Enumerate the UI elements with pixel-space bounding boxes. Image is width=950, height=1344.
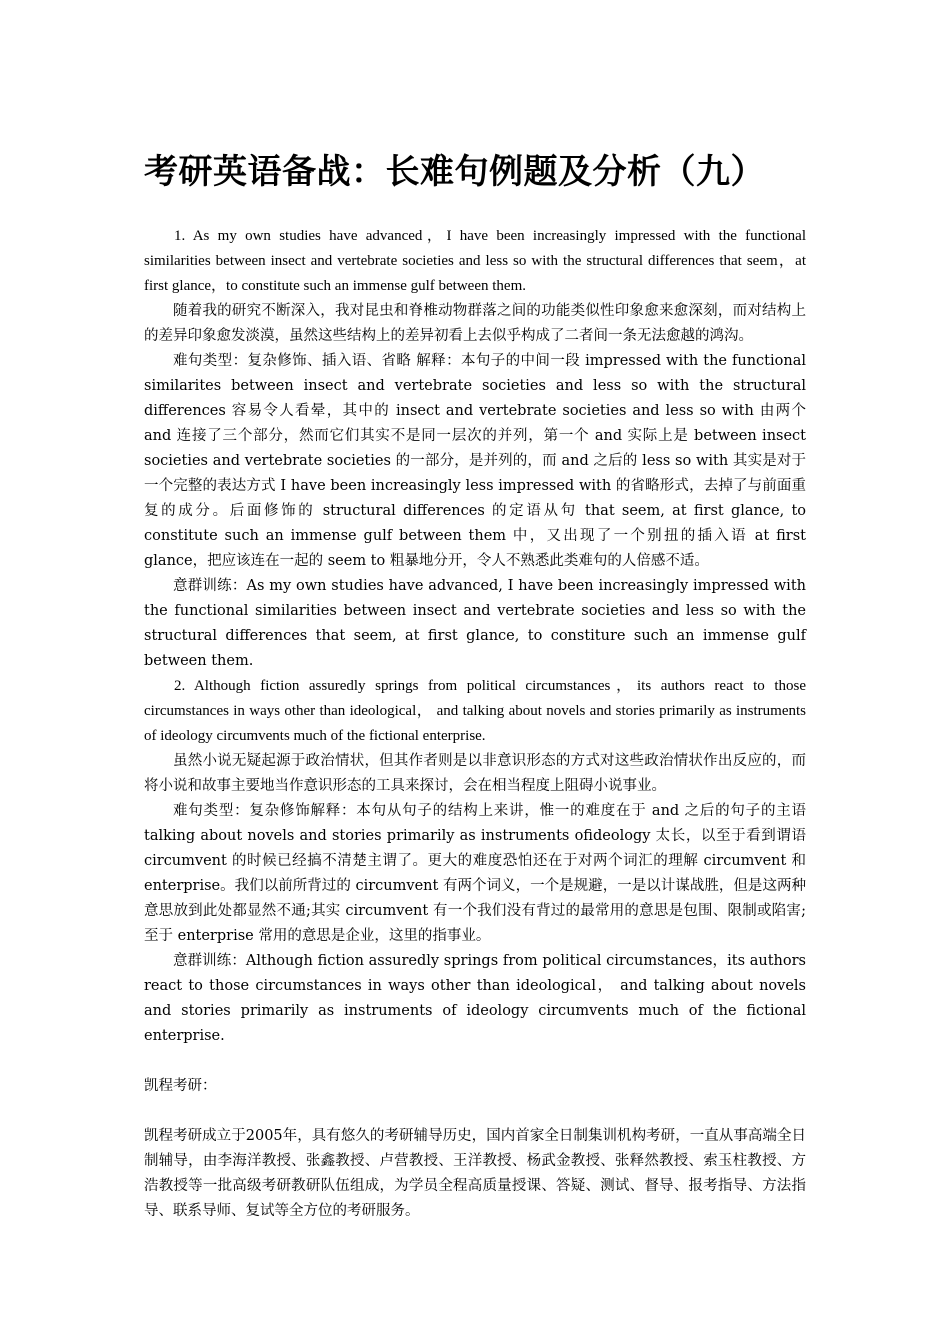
question-2-english: 2. Although fiction assuredly springs from political circumstances，its authors react to those circumstances in ways other than ideological， and talking about novels and stories primarily as instruments of ideology circumvents much of the fictional enterprise.: [144, 678, 806, 744]
question-1-english: 1. As my own studies have advanced，I have been increasingly impressed with the functional similarities between insect and vertebrate societies and less so with the structural differences that seem，at first glance，to constitute such an immense gulf between them.: [144, 228, 806, 294]
question-1-practice: 意群训练：As my own studies have advanced, I have been increasingly impressed with the functional similarities between insect and vertebrate societies and less so with the structural differences that seem, at first glance, to constiture such an immense gulf between them.: [144, 578, 806, 669]
question-2-analysis: 难句类型：复杂修饰解释：本句从句子的结构上来讲，惟一的难度在于 and 之后的句子的主语 talking about novels and stories primarily as instruments ofideology 太长，以至于看到谓语 circumvent 的时候已经搞不清楚主谓了。更大的难度恐怕还在于对两个词汇的理解 circumvent 和 enterprise。我们以前所背过的 circumvent 有两个词义，一个是规避，一是以计谋战胜，但是这两种意思放到此处都显然不通;其实 circumvent 有一个我们没有背过的最常用的意思是包围、限制或陷害;至于 enterprise 常用的意思是企业，这里的指事业。: [144, 803, 806, 944]
spacer: [144, 1049, 806, 1074]
question-2-practice: 意群训练：Although fiction assuredly springs from political circumstances，its authors react to those circumstances in ways other than ideological， and talking about novels and stories primarily as instruments of ideology circumvents much of the fictional enterprise.: [144, 953, 806, 1044]
spacer: [144, 1099, 806, 1124]
page-title: 考研英语备战：长难句例题及分析（九）: [144, 152, 765, 192]
document-body: [144, 224, 806, 1224]
question-1-translation: 随着我的研究不断深入，我对昆虫和脊椎动物群落之间的功能类似性印象愈来愈深刻，而对结构上的差异印象愈发淡漠，虽然这些结构上的差异初看上去似乎构成了二者间一条无法愈越的鸿沟。: [144, 303, 806, 344]
organization-heading: 凯程考研：: [144, 1078, 217, 1094]
question-2-translation: 虽然小说无疑起源于政治情状，但其作者则是以非意识形态的方式对这些政治情状作出反应的，而将小说和故事主要地当作意识形态的工具来探讨，会在相当程度上阻碍小说事业。: [144, 753, 806, 794]
question-1-analysis: 难句类型：复杂修饰、插入语、省略 解释：本句子的中间一段 impressed with the functional similarites between insect and vertebrate societies and less so with the structural differences 容易令人看晕，其中的 insect and vertebrate societies and less so with 由两个 and 连接了三个部分，然而它们其实不是同一层次的并列，第一个 and 实际上是 between insect societies and vertebrate societies 的一部分，是并列的，而 and 之后的 less so with 其实是对于一个完整的表达方式 I have been increasingly less impressed with 的省略形式，去掉了与前面重复的成分。后面修饰的 structural differences 的定语从句 that seem, at first glance, to constitute such an immense gulf between them 中，又出现了一个别扭的插入语 at first glance，把应该连在一起的 seem to 粗暴地分开，令人不熟悉此类难句的人倍感不适。: [144, 353, 806, 569]
organization-intro: 凯程考研成立于2005年，具有悠久的考研辅导历史，国内首家全日制集训机构考研，一直从事高端全日制辅导，由李海洋教授、张鑫教授、卢营教授、王洋教授、杨武金教授、张释然教授、索玉柱教授、方浩教授等一批高级考研教研队伍组成，为学员全程高质量授课、答疑、测试、督导、报考指导、方法指导、联系导师、复试等全方位的考研服务。: [144, 1128, 806, 1219]
